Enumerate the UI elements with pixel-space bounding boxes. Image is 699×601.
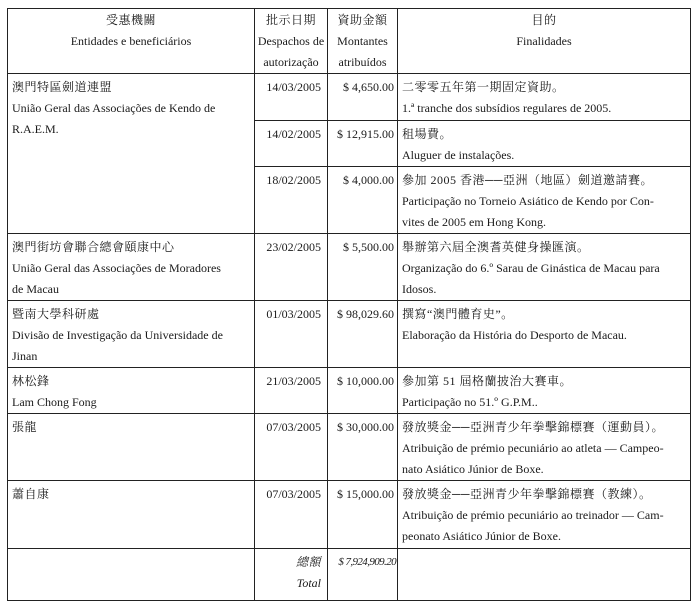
purpose-pt: peonato Asiático Júnior de Boxe. — [402, 529, 561, 543]
purpose-cell — [398, 481, 691, 549]
entity-zh: 林松鋒 — [12, 374, 50, 388]
purpose-pt: Elaboração da História do Desporto de Macau. — [402, 328, 627, 342]
total-empty-cell — [8, 549, 255, 601]
amount-cell: $ 15,000.00 — [328, 481, 398, 549]
amount-cell: $ 10,000.00 — [328, 368, 398, 414]
purpose-zh: 二零零五年第一期固定資助。 — [402, 80, 565, 94]
date-cell: 07/03/2005 — [255, 414, 328, 481]
grants-table — [7, 8, 691, 601]
entity-zh: 張龍 — [12, 420, 38, 434]
purpose-zh: 發放獎金──亞洲青少年拳擊錦標賽（教練）。 — [402, 487, 652, 501]
entity-pt: União Geral das Associações de Moradores — [12, 261, 221, 275]
amount-cell: $ 12,915.00 — [328, 121, 398, 167]
total-row — [8, 549, 691, 601]
table-header-row — [8, 9, 691, 74]
date-cell: 23/02/2005 — [255, 234, 328, 301]
header-date-pt-2: autorização — [263, 55, 319, 69]
entity-pt: Jinan — [12, 349, 38, 363]
entity-pt: União Geral das Associações de Kendo de — [12, 101, 216, 115]
purpose-zh: 參加 2005 香港──亞洲（地區）劍道邀請賽。 — [402, 173, 654, 187]
total-label-zh: 總額 — [295, 555, 321, 569]
amount-cell: $ 30,000.00 — [328, 414, 398, 481]
header-amount-zh: 資助金額 — [337, 13, 388, 27]
total-empty-cell — [398, 549, 691, 601]
date-cell: 01/03/2005 — [255, 301, 328, 368]
entity-cell — [8, 368, 255, 414]
purpose-cell — [398, 74, 691, 121]
entity-cell — [8, 481, 255, 549]
header-entity-zh: 受惠機關 — [105, 13, 156, 27]
total-label-cell — [255, 549, 328, 601]
table-row — [8, 414, 691, 481]
purpose-pt: vites de 2005 em Hong Kong. — [402, 215, 546, 229]
entity-cell — [8, 414, 255, 481]
header-amount-pt-2: atribuídos — [338, 55, 387, 69]
date-cell: 14/02/2005 — [255, 121, 328, 167]
purpose-cell — [398, 234, 691, 301]
purpose-cell — [398, 414, 691, 481]
purpose-cell — [398, 121, 691, 167]
purpose-zh: 舉辦第六屆全澳耆英健身操匯演。 — [402, 240, 590, 254]
entity-cell — [8, 74, 255, 234]
entity-zh: 澳門特區劍道連盟 — [12, 80, 113, 94]
entity-zh: 蕭自康 — [12, 487, 50, 501]
purpose-pt: Participação no 51.º G.P.M.. — [402, 395, 538, 409]
purpose-pt: Aluguer de instalações. — [402, 148, 515, 162]
table-row — [8, 301, 691, 368]
entity-pt: de Macau — [12, 282, 59, 296]
purpose-pt: nato Asiático Júnior de Boxe. — [402, 462, 544, 476]
table-row — [8, 234, 691, 301]
entity-cell — [8, 301, 255, 368]
entity-pt: R.A.E.M. — [12, 122, 59, 136]
purpose-zh: 租場費。 — [402, 127, 453, 141]
entity-zh: 暨南大學科研處 — [12, 307, 100, 321]
table-row — [8, 368, 691, 414]
header-amount-pt-1: Montantes — [337, 34, 388, 48]
amount-cell: $ 98,029.60 — [328, 301, 398, 368]
table-row — [8, 74, 691, 121]
purpose-zh: 發放獎金──亞洲青少年拳擊錦標賽（運動員）。 — [402, 420, 665, 434]
date-cell: 14/03/2005 — [255, 74, 328, 121]
date-cell: 18/02/2005 — [255, 167, 328, 234]
header-date — [255, 9, 328, 74]
entity-pt: Lam Chong Fong — [12, 395, 97, 409]
entity-cell — [8, 234, 255, 301]
header-purpose-pt: Finalidades — [516, 34, 572, 48]
purpose-cell — [398, 368, 691, 414]
purpose-pt: Atribuição de prémio pecuniário ao treinador — Cam- — [402, 508, 664, 522]
purpose-zh: 撰寫“澳門體育史”。 — [402, 307, 514, 321]
date-cell: 21/03/2005 — [255, 368, 328, 414]
amount-cell: $ 4,650.00 — [328, 74, 398, 121]
total-label-pt: Total — [296, 576, 321, 590]
header-purpose — [398, 9, 691, 74]
entity-pt: Divisão de Investigação da Universidade de — [12, 328, 223, 342]
purpose-pt: Atribuição de prémio pecuniário ao atleta — Campeo- — [402, 441, 664, 455]
purpose-pt: 1.ª tranche dos subsídios regulares de 2005. — [402, 101, 612, 115]
amount-cell: $ 5,500.00 — [328, 234, 398, 301]
header-entity-pt: Entidades e beneficiários — [70, 34, 192, 48]
header-date-pt-1: Despachos de — [257, 34, 325, 48]
purpose-cell — [398, 301, 691, 368]
date-cell: 07/03/2005 — [255, 481, 328, 549]
header-entity — [8, 9, 255, 74]
entity-zh: 澳門街坊會聯合總會頤康中心 — [12, 240, 175, 254]
header-date-zh: 批示日期 — [265, 13, 316, 27]
purpose-zh: 參加第 51 屆格蘭披治大賽車。 — [402, 374, 573, 388]
header-amount — [328, 9, 398, 74]
amount-cell: $ 4,000.00 — [328, 167, 398, 234]
total-amount: $ 7,924,909.20 — [328, 549, 398, 601]
purpose-pt: Idosos. — [402, 282, 437, 296]
header-purpose-zh: 目的 — [531, 13, 557, 27]
table-row — [8, 481, 691, 549]
purpose-cell — [398, 167, 691, 234]
purpose-pt: Participação no Torneio Asiático de Kendo por Con- — [402, 194, 654, 208]
purpose-pt: Organização do 6.º Sarau de Ginástica de Macau para — [402, 261, 660, 275]
